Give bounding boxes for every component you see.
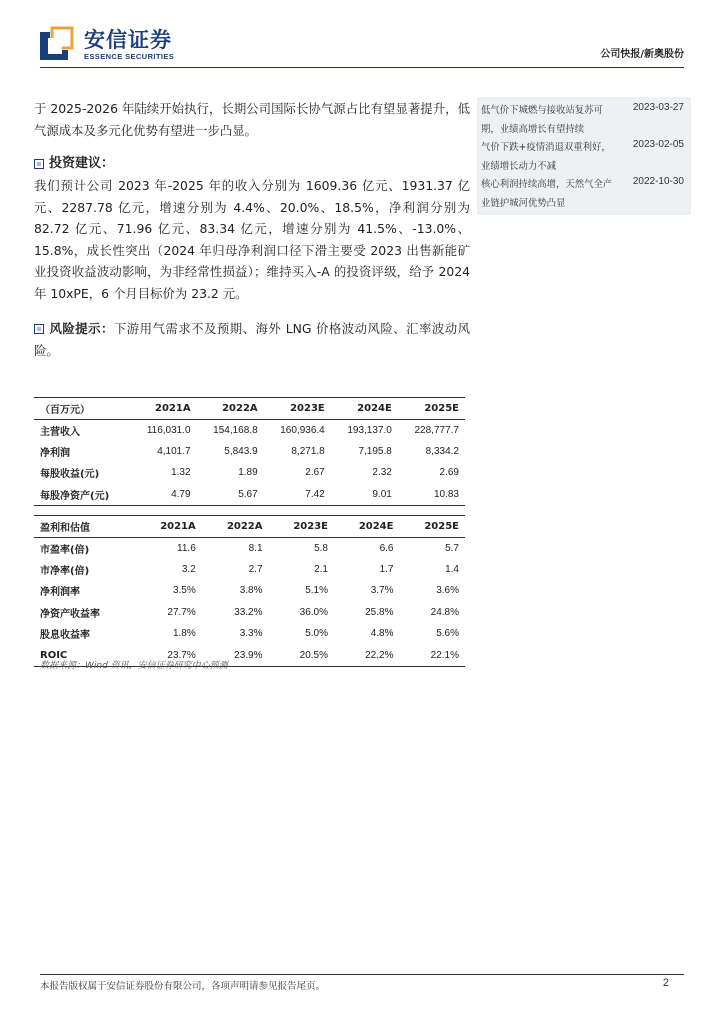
row-label: 主营收入 [40,426,80,438]
related-report-item[interactable] [481,100,687,137]
table-header-row [34,398,465,420]
table-cell: 1.7 [379,563,394,575]
valuation-table [34,515,465,667]
table-row [34,602,465,624]
table-cell: 154,168.8 [213,424,258,436]
row-label: 净利润率 [40,587,80,599]
table-header-cell: 2024E [331,398,398,420]
table-cell: 5.8 [314,542,328,554]
header-divider [40,67,684,68]
table-cell: 7.42 [264,484,331,506]
table-row [34,462,465,484]
table-cell: 22.2% [334,645,399,667]
table-row [34,559,465,581]
table-row [34,441,465,463]
table-header-row [34,516,465,538]
logo-english-name: ESSENCE SECURITIES [84,52,175,61]
related-report-date: 2023-02-05 [632,139,684,150]
related-report-item[interactable] [481,174,687,211]
table-header-cell: 2024E [334,516,399,538]
table-cell: 3.2 [181,563,196,575]
table-cell: 8,334.2 [425,445,459,457]
table-header-cell: 2025E [398,398,465,420]
logo-mark-icon [40,26,74,60]
footer-disclaimer: 本报告版权属于安信证券股份有限公司，各项声明请参见报告尾页。 [40,981,326,992]
table-row [34,419,465,441]
section-bullet-icon [34,324,44,334]
main-content [34,98,470,361]
table-cell: 4,101.7 [157,445,191,457]
table-cell: 116,031.0 [146,424,191,436]
table-cell: 24.8% [430,606,459,618]
table-cell: 9.01 [331,484,398,506]
table-cell: 27.7% [167,606,196,618]
table-cell: 2.67 [305,467,325,479]
table-cell: 10.83 [398,484,465,506]
row-label: ROIC [34,645,135,667]
table-row [34,580,465,602]
row-label: 每股净资产(元) [34,484,130,506]
table-header-cell: 2023E [269,516,334,538]
logo-chinese-name: 安信证券 [84,28,172,52]
table-header-cell: 2021A [130,398,196,420]
table-cell: 5,843.9 [224,445,258,457]
row-label: 净资产收益率 [40,608,100,620]
related-report-title[interactable]: 核心利润持续高增，天然气全产业链护城河优势凸显 [481,179,613,209]
table-cell: 23.7% [135,645,202,667]
report-label: 公司快报/新奥股份 [600,49,684,60]
table-row [34,537,465,559]
related-report-title[interactable]: 气价下跌+疫情消退双重利好，业绩增长动力不减 [481,142,611,172]
data-source-note: 数据来源：Wind 资讯，安信证券研究中心预测 [40,661,228,671]
risk-paragraph [34,318,470,361]
related-reports-panel [477,97,691,215]
table-cell: 2.1 [314,563,328,575]
intro-paragraph: 于 2025-2026 年陆续开始执行，长期公司国际长协气源占比有望显著提升，低气源成本及多元化优势有望进一步凸显。 [34,101,470,138]
table-cell: 4.79 [130,484,196,506]
row-label: 股息收益率 [40,630,90,642]
table-cell: 8,271.8 [291,445,325,457]
table-cell: 5.67 [197,484,264,506]
company-logo [40,24,240,66]
table-header-cell: 2023E [264,398,331,420]
table-cell: 193,137.0 [347,424,392,436]
investment-paragraph: 我们预计公司 2023 年-2025 年的收入分别为 1609.36 亿元、1931.37 亿元、2287.78 亿元，增速分别为 4.4%、20.0%、18.5%，净利润分别为 82.72 亿元、71.96 亿元、83.34 亿元，增速分别为 41.5%、-13.0%、15.8%，成长性突出（2024 年归母净利润口径下滑主要受 2023 出售新能矿业投资收益波动影响，为非经常性损益）；维持买入-A 的投资评级，给予 2024 年 10xPE，6 个月目标价为 23.2 元。 [34,178,470,301]
table-cell: 2.69 [439,467,459,479]
table-cell: 4.8% [370,628,394,640]
table-row [34,623,465,645]
table-cell: 3.3% [239,628,263,640]
table-cell: 25.8% [365,606,394,618]
related-report-date: 2023-03-27 [632,102,684,113]
row-label: 市净率(倍) [40,565,90,577]
table-cell: 3.7% [370,585,394,597]
related-report-title[interactable]: 低气价下城燃与接收站复苏可期，业绩高增长有望持续 [481,105,603,135]
table-cell: 228,777.7 [414,424,459,436]
related-report-item[interactable] [481,137,687,174]
table-cell: 3.8% [239,585,263,597]
table-cell: 1.89 [238,467,258,479]
table-cell: 5.6% [436,628,459,640]
table-cell: 160,936.4 [280,424,325,436]
table-header-cell: 盈利和估值 [34,516,135,538]
table-cell: 2.32 [372,467,392,479]
related-report-date: 2022-10-30 [632,176,684,187]
table-cell: 5.7 [445,542,459,554]
table-cell: 5.1% [305,585,328,597]
table-cell: 2.7 [248,563,263,575]
row-label: 净利润 [40,447,70,459]
table-cell: 23.9% [202,645,269,667]
table-cell: 7,195.8 [358,445,392,457]
table-header-cell: 2025E [399,516,465,538]
investment-title: 投资建议： [49,156,115,171]
table-cell: 5.0% [305,628,328,640]
table-cell: 1.4 [445,563,459,575]
risk-body: 下游用气需求不及预期、海外 LNG 价格波动风险、汇率波动风险。 [34,321,471,358]
table-cell: 22.1% [399,645,465,667]
table-cell: 33.2% [234,606,263,618]
investment-heading [34,153,470,175]
table-row [34,484,465,506]
table-cell: 11.6 [177,542,196,554]
page-number: 2 [662,977,669,989]
table-header-cell: 2022A [202,516,269,538]
table-cell: 3.5% [172,585,196,597]
table-cell: 8.1 [248,542,263,554]
table-cell: 1.8% [172,628,196,640]
table-header-cell: （百万元） [34,398,130,420]
table-cell: 20.5% [269,645,334,667]
financial-summary-table [34,397,465,506]
risk-title: 风险提示： [49,321,114,336]
table-header-cell: 2021A [135,516,202,538]
table-header-cell: 2022A [197,398,264,420]
row-label: 市盈率(倍) [40,544,90,556]
table-cell: 36.0% [299,606,328,618]
row-label: 每股收益(元) [40,469,100,481]
table-cell: 3.6% [436,585,459,597]
table-cell: 1.32 [171,467,191,479]
footer-divider [40,974,684,975]
section-bullet-icon [34,159,44,169]
table-cell: 6.6 [379,542,394,554]
